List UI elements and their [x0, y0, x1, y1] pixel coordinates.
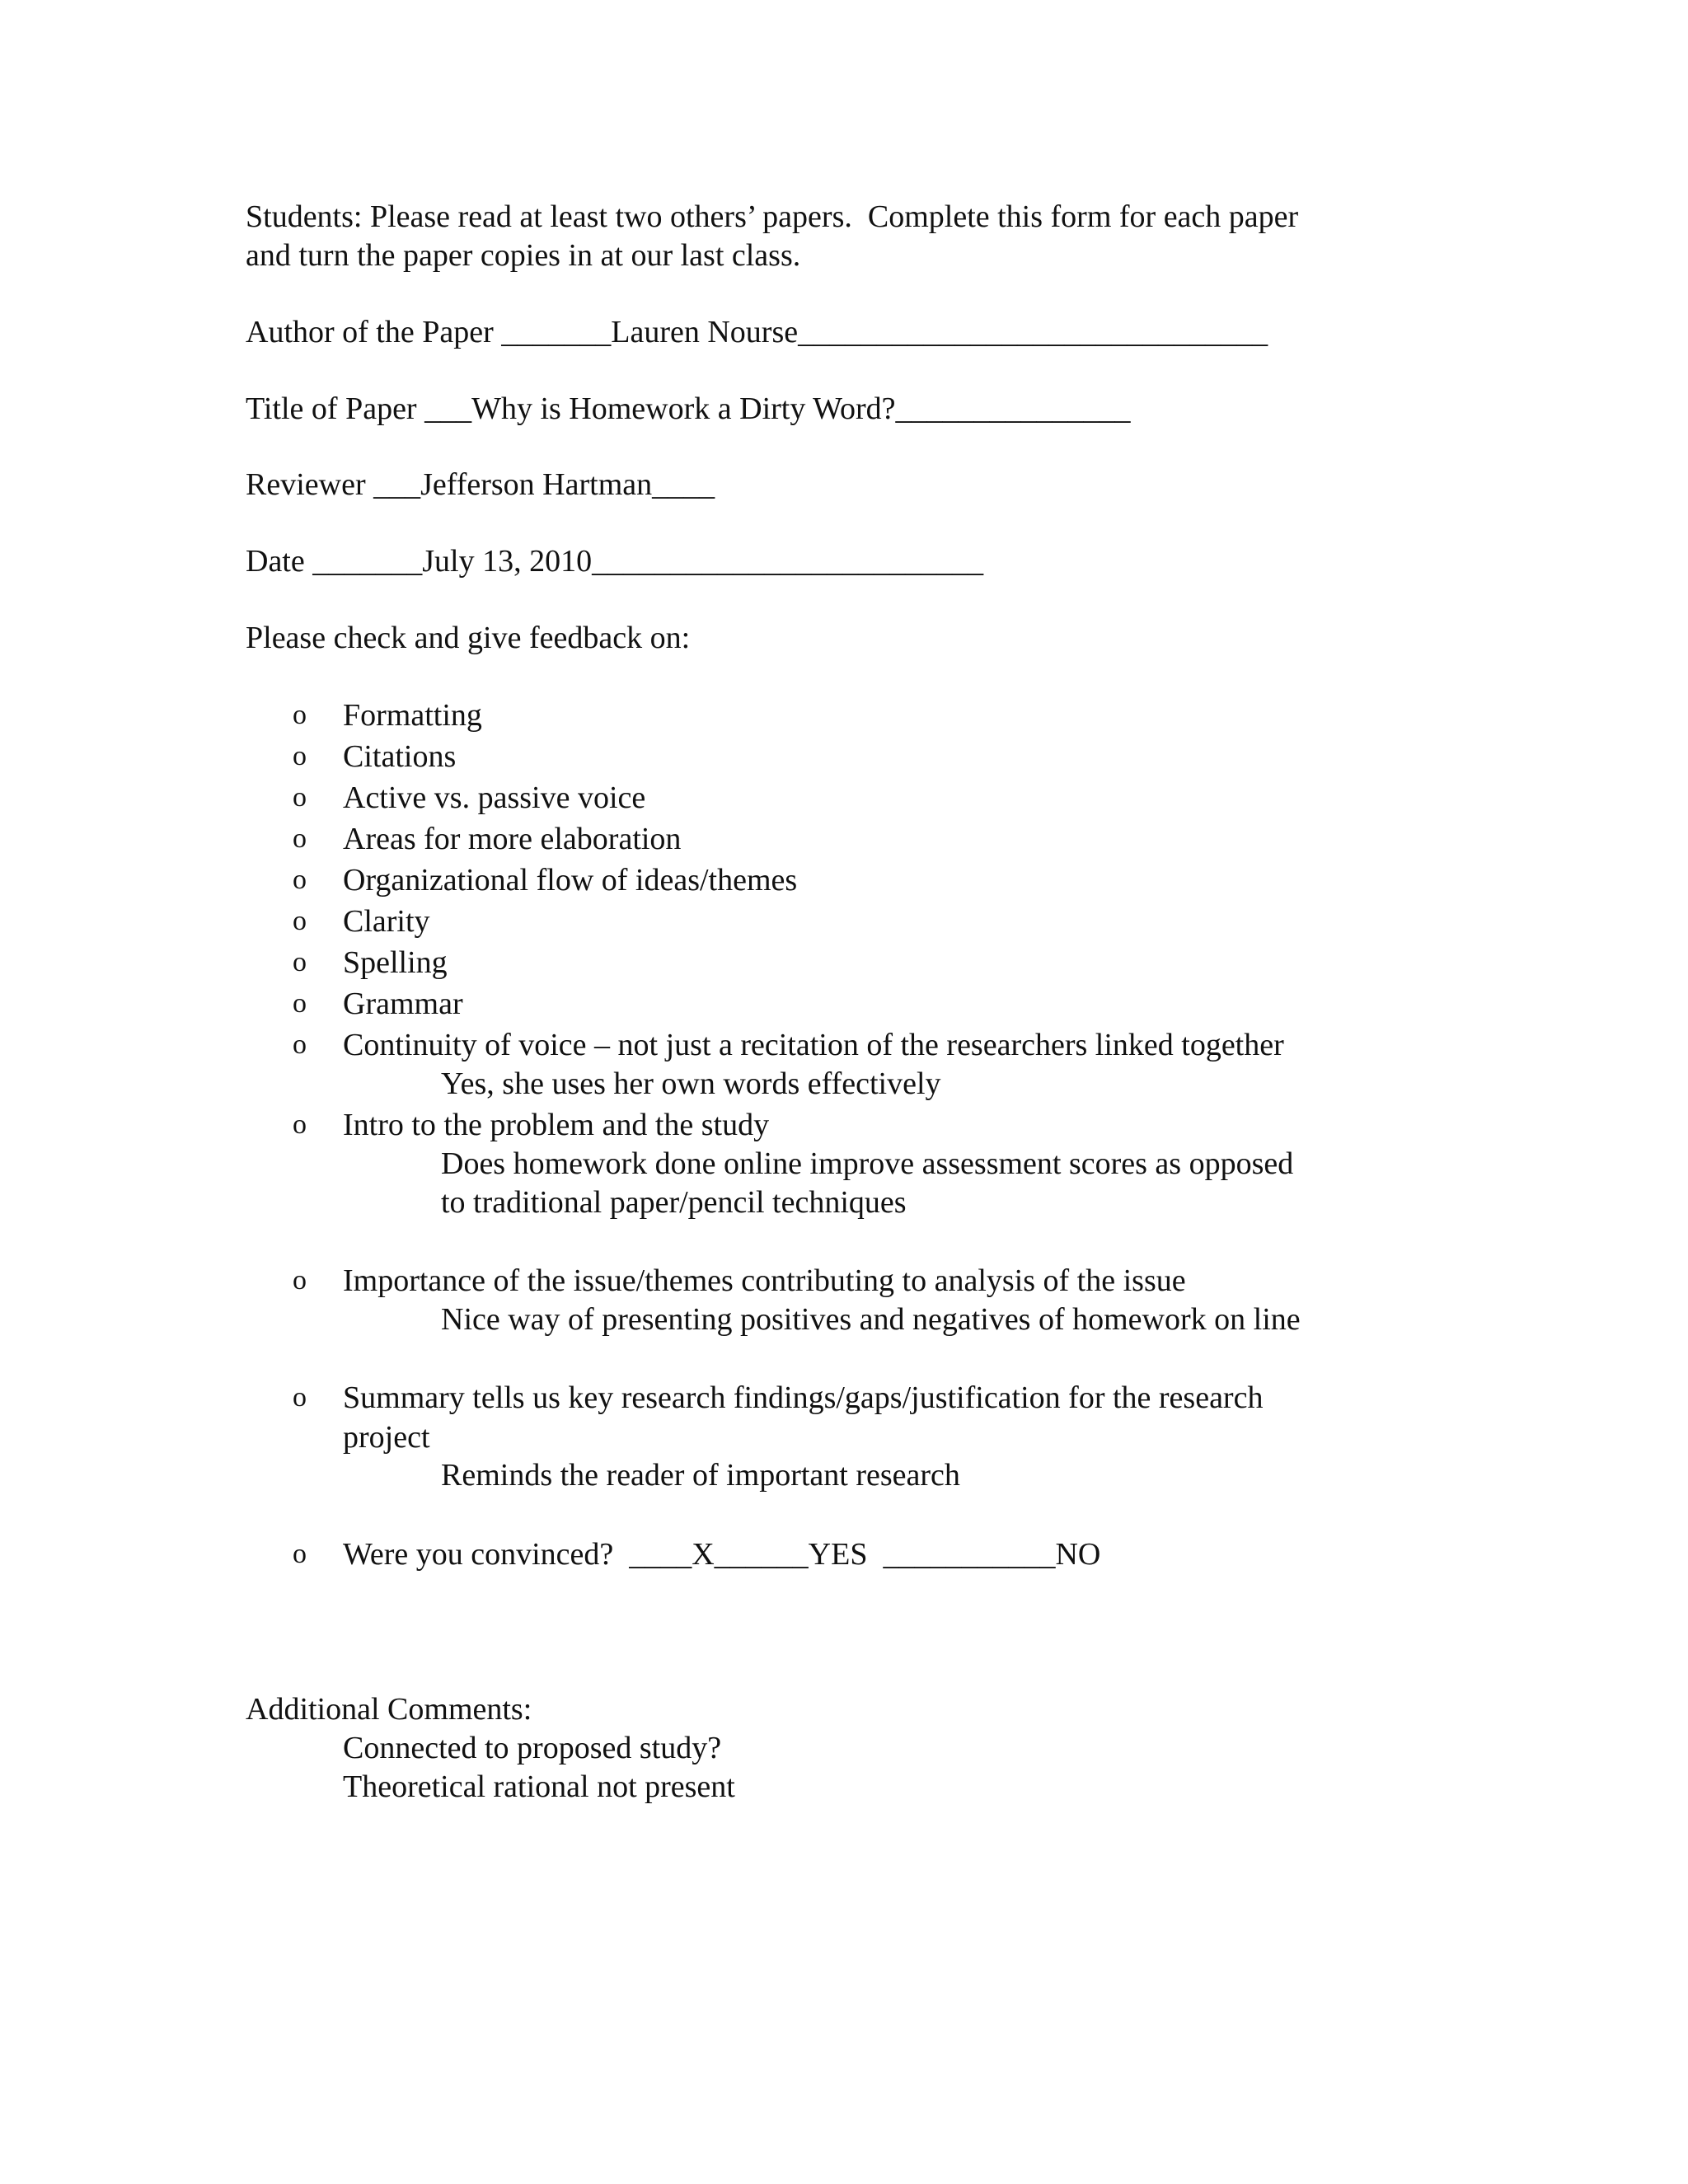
reviewer-comment: Does homework done online improve assessment scores as opposed [441, 1146, 1294, 1181]
reviewer-comment: to traditional paper/pencil techniques [441, 1185, 907, 1220]
bullet-icon: o [293, 1265, 307, 1296]
checklist-label: Citations [343, 739, 457, 774]
date-field: Date _______July 13, 2010_________________________ [246, 544, 984, 579]
checklist-label: Formatting [343, 698, 482, 733]
checklist-label: Active vs. passive voice [343, 780, 646, 815]
additional-comments-heading: Additional Comments: [246, 1692, 532, 1727]
checklist-label: project [343, 1420, 430, 1455]
title-field: Title of Paper ___Why is Homework a Dirty Word?_______________ [246, 391, 1131, 426]
checklist-prompt: Please check and give feedback on: [246, 621, 691, 655]
bullet-icon: o [293, 988, 307, 1019]
bullet-icon: o [293, 1029, 307, 1060]
bullet-icon: o [293, 823, 307, 854]
bullet-icon: o [293, 782, 307, 813]
additional-comment-line: Theoretical rational not present [343, 1769, 735, 1804]
reviewer-comment: Nice way of presenting positives and negatives of homework on line [441, 1302, 1301, 1337]
reviewer-comment: Yes, she uses her own words effectively [441, 1066, 941, 1101]
bullet-icon: o [293, 1109, 307, 1140]
bullet-icon: o [293, 865, 307, 895]
checklist-label: Intro to the problem and the study [343, 1108, 770, 1142]
bullet-icon: o [293, 906, 307, 936]
bullet-icon: o [293, 1539, 307, 1569]
checklist-label: Organizational flow of ideas/themes [343, 863, 798, 898]
checklist-label: Grammar [343, 987, 463, 1021]
checklist-label: Spelling [343, 945, 448, 980]
checklist-label: Were you convinced? ____X______YES ___________NO [343, 1537, 1101, 1572]
bullet-icon: o [293, 700, 307, 730]
reviewer-field: Reviewer ___Jefferson Hartman____ [246, 467, 715, 502]
instructions-line-2: and turn the paper copies in at our last class. [246, 238, 801, 273]
bullet-icon: o [293, 947, 307, 977]
checklist-label: Clarity [343, 904, 430, 939]
checklist-label: Summary tells us key research findings/gaps/justification for the research [343, 1380, 1264, 1415]
checklist-label: Importance of the issue/themes contributing to analysis of the issue [343, 1263, 1186, 1298]
checklist-label: Areas for more elaboration [343, 822, 682, 856]
bullet-icon: o [293, 1382, 307, 1413]
instructions-line-1: Students: Please read at least two others’ papers. Complete this form for each paper [246, 199, 1299, 234]
bullet-icon: o [293, 741, 307, 771]
reviewer-comment: Reminds the reader of important research [441, 1458, 960, 1493]
author-field: Author of the Paper _______Lauren Nourse______________________________ [246, 315, 1268, 349]
additional-comment-line: Connected to proposed study? [343, 1731, 722, 1765]
checklist-label: Continuity of voice – not just a recitation of the researchers linked together [343, 1028, 1284, 1062]
